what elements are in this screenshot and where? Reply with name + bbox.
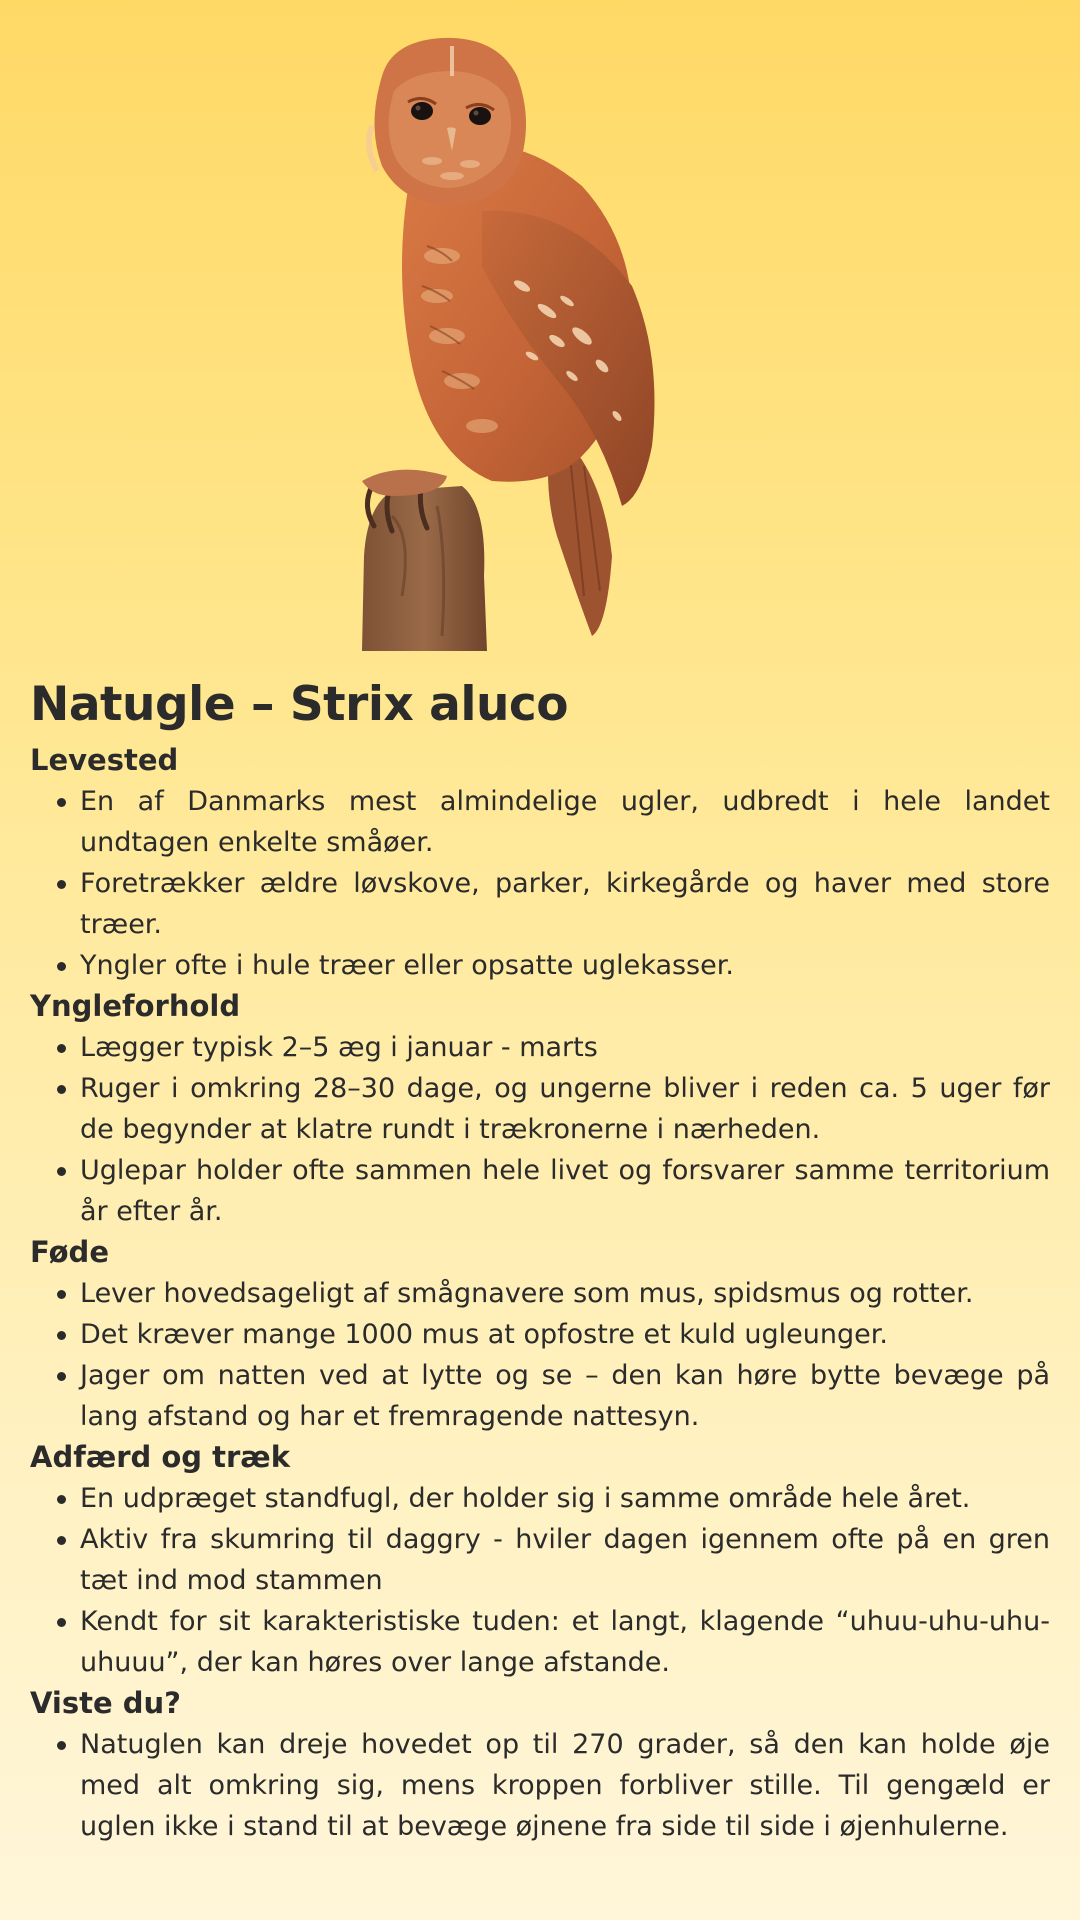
list-item: Uglepar holder ofte sammen hele livet og forsvarer samme territorium år efter år. <box>80 1150 1050 1232</box>
tawny-owl-illustration <box>352 36 732 656</box>
section-heading: Yngleforhold <box>30 989 241 1023</box>
page-title: Natugle – Strix aluco <box>30 677 569 732</box>
list-item: Lever hovedsageligt af smågnavere som mus, spidsmus og rotter. <box>80 1273 1050 1314</box>
section-heading: Føde <box>30 1235 109 1269</box>
section-viste-du <box>30 1683 1050 1847</box>
section-heading: Adfærd og træk <box>30 1440 290 1474</box>
bullet-list <box>30 1478 1050 1683</box>
list-item: Lægger typisk 2–5 æg i januar - marts <box>80 1027 1050 1068</box>
section-levested <box>30 740 1050 986</box>
list-item: En af Danmarks mest almindelige ugler, udbredt i hele landet undtagen enkelte småøer. <box>80 781 1050 863</box>
bullet-list <box>30 1273 1050 1437</box>
list-item: Jager om natten ved at lytte og se – den kan høre bytte bevæge på lang afstand og har et fremragende nattesyn. <box>80 1355 1050 1437</box>
owl-left-eye <box>411 102 433 120</box>
section-yngleforhold <box>30 986 1050 1232</box>
list-item: Det kræver mange 1000 mus at opfostre et kuld ugleunger. <box>80 1314 1050 1355</box>
list-item: Aktiv fra skumring til daggry - hviler dagen igennem ofte på en gren tæt ind mod stammen <box>80 1519 1050 1601</box>
list-item: Kendt for sit karakteristiske tuden: et langt, klagende “uhuu-uhu-uhu-uhuuu”, der kan høres over lange afstande. <box>80 1601 1050 1683</box>
section-heading: Viste du? <box>30 1686 181 1720</box>
owl-right-eye <box>469 107 491 125</box>
list-item: Foretrækker ældre løvskove, parker, kirkegårde og haver med store træer. <box>80 863 1050 945</box>
section-foede <box>30 1232 1050 1437</box>
list-item: Natuglen kan dreje hovedet op til 270 grader, så den kan holde øje med alt omkring sig, mens kroppen forbliver stille. Til gengæld er uglen ikke i stand til at bevæge øjnene fra side til side i øjenhulerne. <box>80 1724 1050 1847</box>
bullet-list <box>30 1027 1050 1232</box>
article <box>30 676 1050 1847</box>
list-item: En udpræget standfugl, der holder sig i samme område hele året. <box>80 1478 1050 1519</box>
bullet-list <box>30 1724 1050 1847</box>
branch-stump <box>362 486 487 651</box>
list-item: Yngler ofte i hule træer eller opsatte uglekasser. <box>80 945 1050 986</box>
list-item: Ruger i omkring 28–30 dage, og ungerne bliver i reden ca. 5 uger før de begynder at klatre rundt i trækronerne i nærheden. <box>80 1068 1050 1150</box>
section-adfaerd <box>30 1437 1050 1683</box>
section-heading: Levested <box>30 743 179 777</box>
hero-image-area <box>0 0 1080 660</box>
bullet-list <box>30 781 1050 986</box>
